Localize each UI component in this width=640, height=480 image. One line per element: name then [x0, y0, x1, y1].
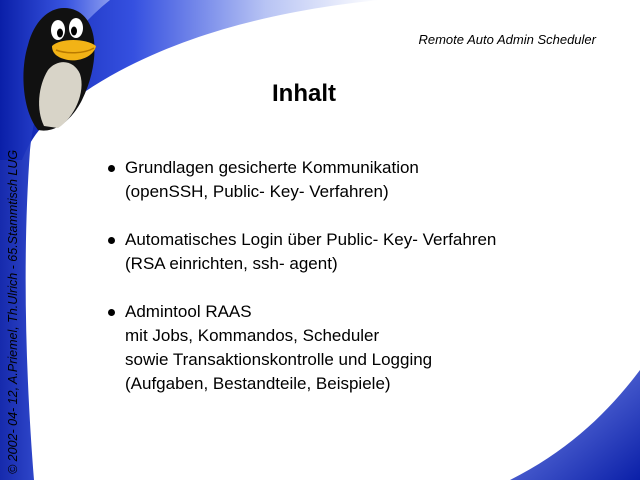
bullet-line: Automatisches Login über Public- Key- Verfahren	[125, 230, 497, 249]
bullet-line: (RSA einrichten, ssh- agent)	[125, 254, 338, 273]
copyright-side-note: © 2002- 04- 12, A.Priemel, Th.Ulrich - 65.Stammtisch LUG	[6, 149, 20, 474]
bullet-item	[106, 156, 626, 204]
bullet-line: (openSSH, Public- Key- Verfahren)	[125, 182, 389, 201]
bullet-line: Admintool RAAS	[125, 302, 252, 321]
bullet-item	[106, 300, 626, 396]
bullet-line: Grundlagen gesicherte Kommunikation	[125, 158, 419, 177]
bullet-list	[106, 156, 626, 420]
slide-title: Inhalt	[272, 80, 336, 107]
bullet-line: (Aufgaben, Bestandteile, Beispiele)	[125, 374, 391, 393]
tux-penguin-logo	[8, 0, 108, 135]
bullet-line: sowie Transaktionskontrolle und Logging	[125, 350, 433, 369]
bullet-item	[106, 228, 626, 276]
bullet-line: mit Jobs, Kommandos, Scheduler	[125, 326, 380, 345]
presentation-header: Remote Auto Admin Scheduler	[418, 32, 596, 47]
